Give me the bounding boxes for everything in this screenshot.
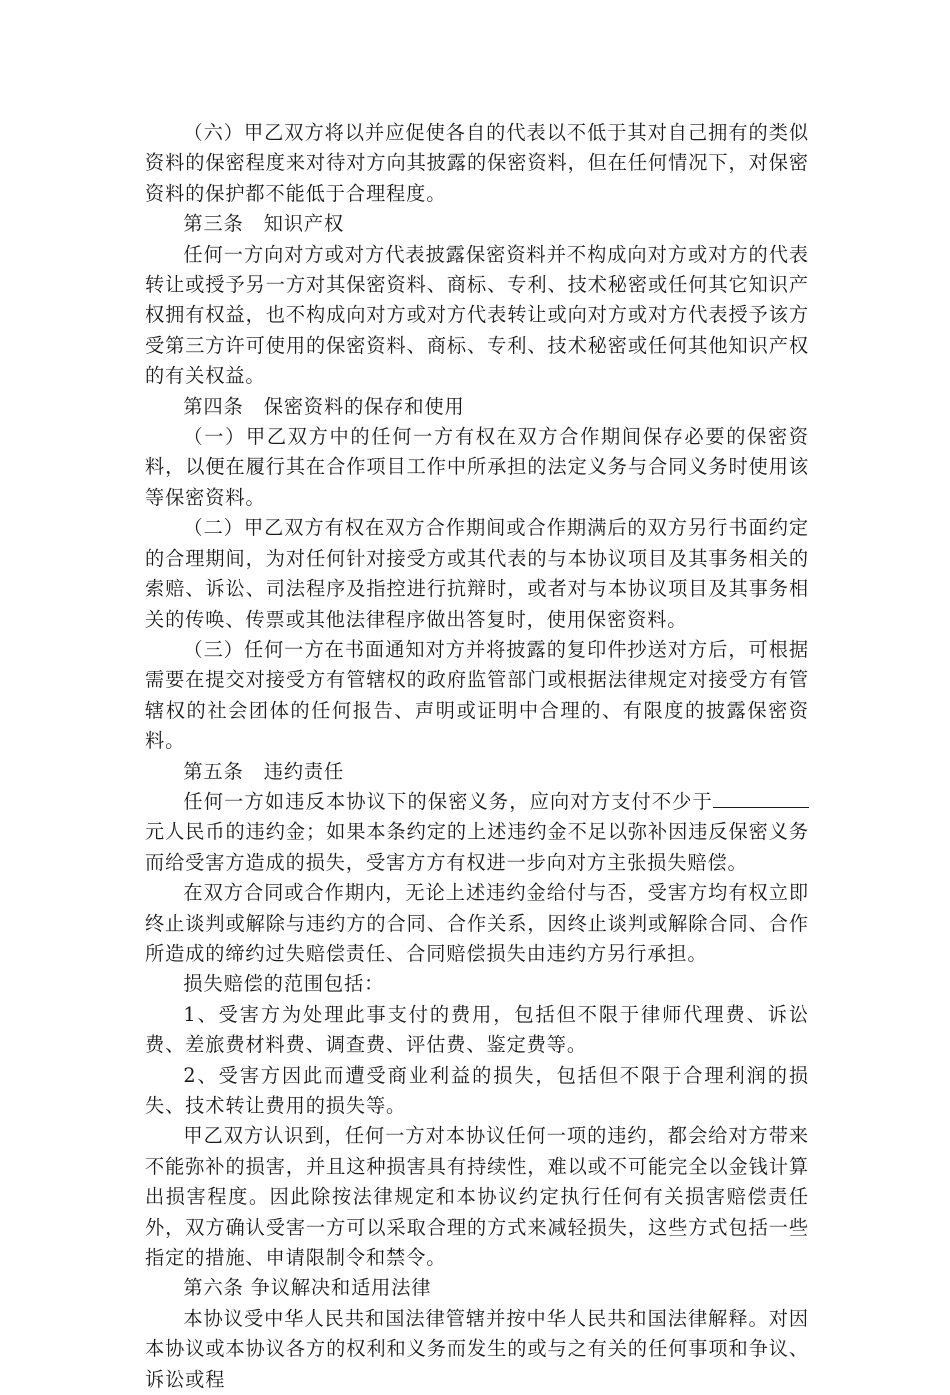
damages-scope-item-1: 1、受害方为处理此事支付的费用，包括但不限于律师代理费、诉讼费、差旅费材料费、调查费、评估费、鉴定费等。 — [145, 1002, 809, 1057]
damages-scope-item-2: 2、受害方因此而遭受商业利益的损失，包括但不限于合理利润的损失、技术转让费用的损失等。 — [145, 1063, 809, 1117]
article-4-clause-2-paragraph: （二）甲乙双方有权在双方合作期间或合作期满后的双方另行书面约定的合理期间，为对任何针对接受方或其代表的与本协议项目及其事务相关的索赔、诉讼、司法程序及指控进行抗辩时，或者对与本协议项目及其事务相关的传唤、传票或其他法律程序做出答复时，使用保密资料。 — [145, 516, 809, 631]
article-4-clause-3-paragraph: （三）任何一方在书面通知对方并将披露的复印件抄送对方后，可根据需要在提交对接受方有管辖权的政府监管部门或根据法律规定对接受方有管辖权的社会团体的任何报告、声明或证明中合理的、有限度的披露保密资料。 — [145, 637, 809, 753]
penalty-text-before-blank: 任何一方如违反本协议下的保密义务，应向对方支付不少于 — [183, 789, 713, 813]
irreparable-harm-paragraph: 甲乙双方认识到，任何一方对本协议任何一项的违约，都会给对方带来不能弥补的损害，并且这种损害具有持续性，难以或不可能完全以金钱计算出损害程度。因此除按法律规定和本协议约定执行任何有关损害赔偿责任外，双方确认受害一方可以采取合理的方式来减轻损失，这些方式包括一些指定的措施、申请限制令和禁令。 — [145, 1124, 809, 1270]
article-6-heading: 第六条 争议解决和适用法律 — [183, 1276, 432, 1300]
article-4-clause-1-paragraph: （一）甲乙双方中的任何一方有权在双方合作期间保存必要的保密资料，以便在履行其在合作项目工作中所承担的法定义务与合同义务时使用该等保密资料。 — [145, 425, 809, 509]
damages-scope-intro: 损失赔偿的范围包括： — [183, 972, 385, 996]
article-6-paragraph: 本协议受中华人民共和国法律管辖并按中华人民共和国法律解释。对因本协议或本协议各方的权利和义务而发生的或与之有关的任何事项和争议、诉讼或程 — [145, 1306, 809, 1391]
document-page — [145, 118, 809, 1395]
article-4-heading: 第四条 保密资料的保存和使用 — [183, 394, 465, 418]
article-5-penalty-paragraph — [145, 787, 809, 878]
article-5-heading: 第五条 违约责任 — [183, 759, 345, 783]
article-3-paragraph: 任何一方向对方或对方代表披露保密资料并不构成向对方或对方的代表转让或授予另一方对其保密资料、商标、专利、技术秘密或任何其它知识产权拥有权益，也不构成向对方或对方代表转让或向对方或对方代表授予该方受第三方许可使用的保密资料、商标、专利、技术秘密或任何其他知识产权的有关权益。 — [145, 242, 809, 388]
article-5-termination-paragraph: 在双方合同或合作期内，无论上述违约金给付与否，受害方均有权立即终止谈判或解除与违约方的合同、合作关系，因终止谈判或解除合同、合作所造成的缔约过失赔偿责任、合同赔偿损失由违约方另行承担。 — [145, 881, 809, 965]
penalty-text-after-blank: 元人民币的违约金；如果本条约定的上述违约金不足以弥补因违反保密义务而给受害方造成的损失，受害方方有权进一步向对方主张损失赔偿。 — [145, 820, 809, 874]
article-3-heading: 第三条 知识产权 — [183, 212, 345, 236]
penalty-amount-blank-line — [713, 789, 809, 808]
clause-6-confidentiality-paragraph: （六）甲乙双方将以并应促使各自的代表以不低于其对自己拥有的类似资料的保密程度来对待对方向其披露的保密资料，但在任何情况下，对保密资料的保护都不能低于合理程度。 — [145, 121, 809, 205]
